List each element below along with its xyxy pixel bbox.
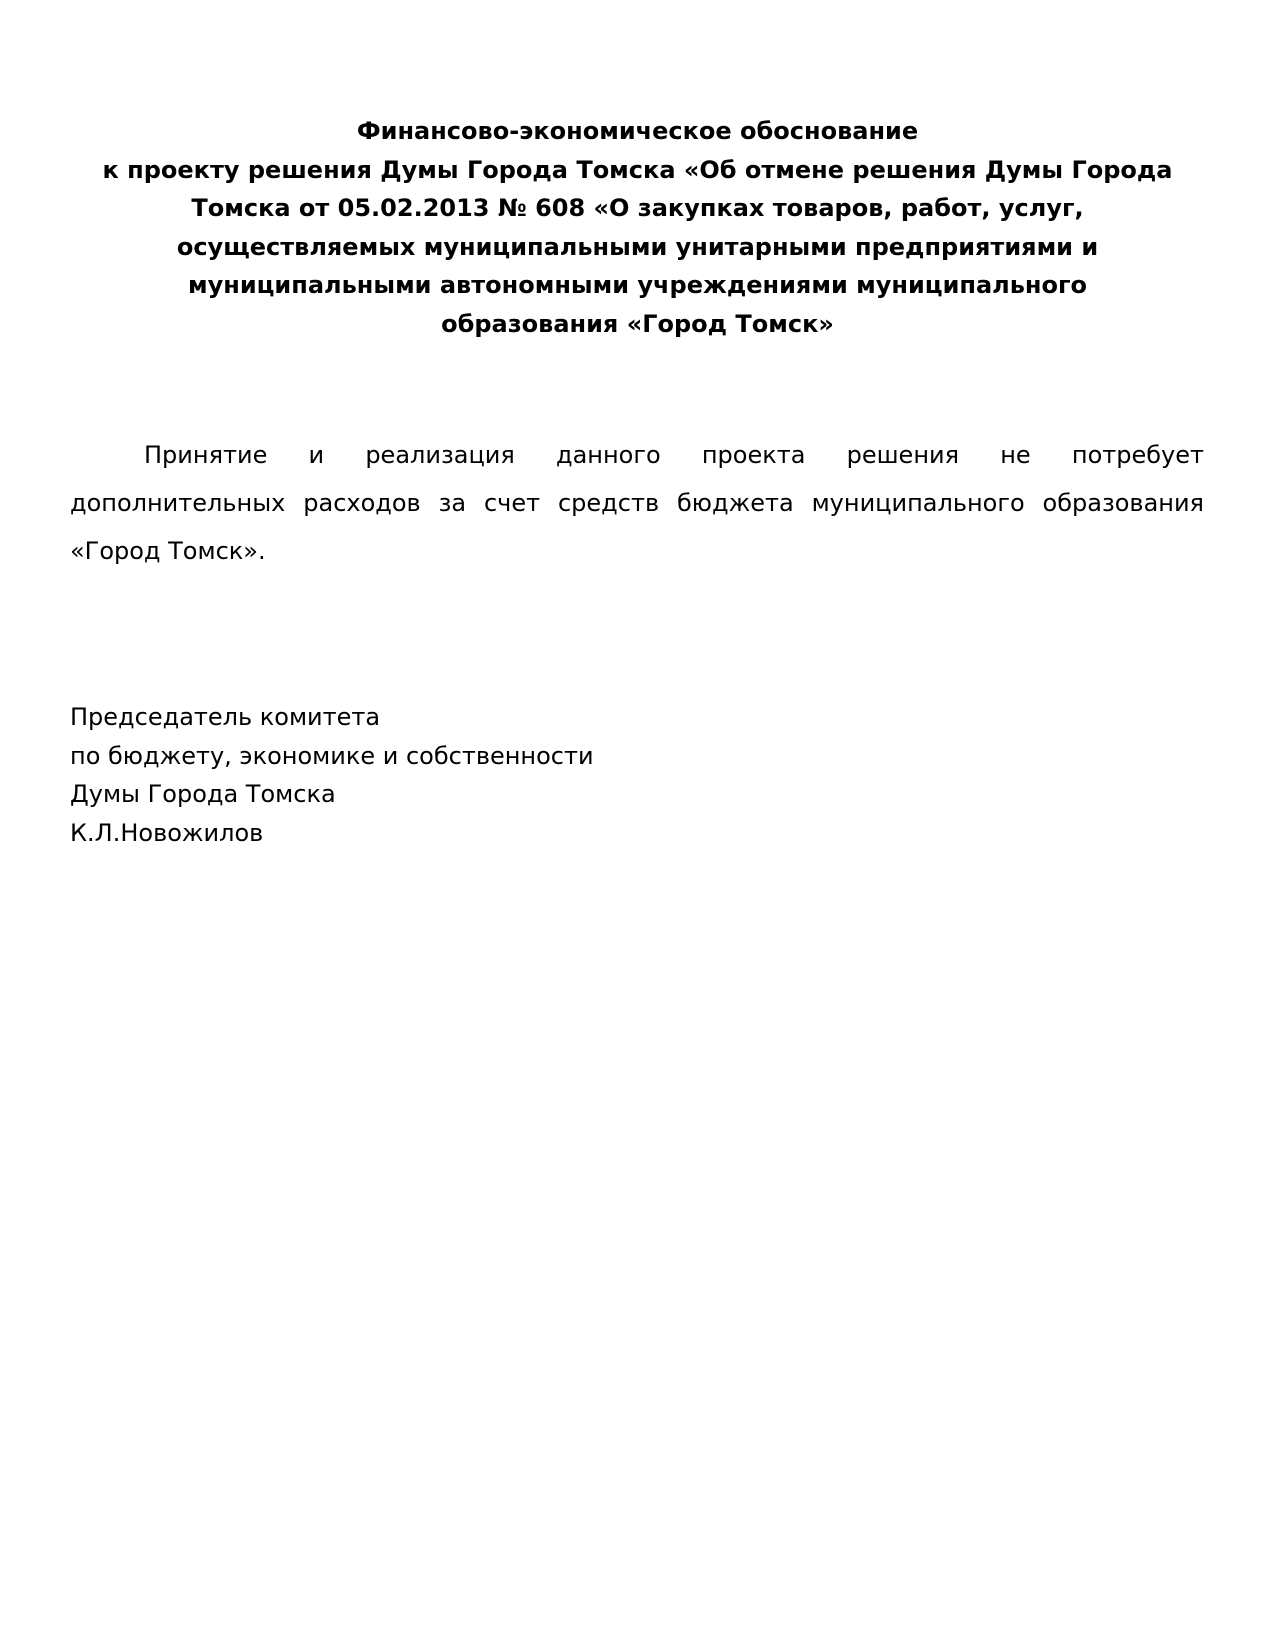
title-line-3: Томска от 05.02.2013 № 608 «О закупках товаров, работ, услуг, <box>191 194 1084 222</box>
title-line-5: муниципальными автономными учреждениями муниципального <box>187 271 1088 299</box>
title-line-4: осуществляемых муниципальными унитарными предприятиями и <box>176 232 1099 261</box>
body-line-3: «Город Томск». <box>70 537 266 565</box>
document-title <box>60 112 1215 343</box>
body-line-1: Принятие и реализация данного проекта решения не потребует <box>144 441 1204 469</box>
signature-committee: по бюджету, экономике и собственности <box>70 741 594 770</box>
body-paragraph <box>70 441 1204 585</box>
title-line-2: к проекту решения Думы Города Томска «Об отмене решения Думы Города <box>102 155 1173 184</box>
body-line-2: дополнительных расходов за счет средств бюджета муниципального образования <box>70 489 1204 517</box>
title-line-6: образования «Город Томск» <box>441 309 834 338</box>
title-line-1: Финансово-экономическое обоснование <box>356 117 919 145</box>
signature-organization: Думы Города Томска <box>70 780 336 808</box>
signature-position: Председатель комитета <box>70 703 381 731</box>
signature-block <box>70 698 870 852</box>
signature-name: К.Л.Новожилов <box>70 818 264 847</box>
